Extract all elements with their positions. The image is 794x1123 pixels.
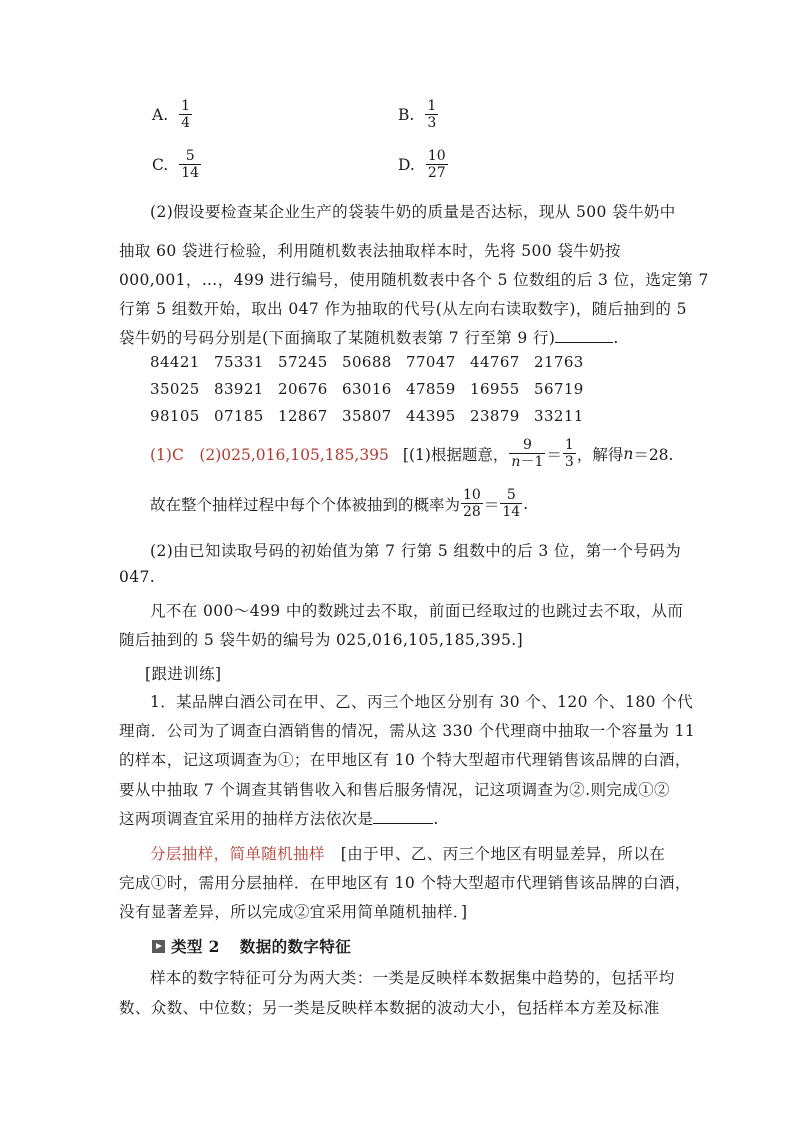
option-b-fraction: $\frac{1}{3}$ [427, 98, 437, 132]
option-d-fraction: $\frac{10}{27}$ [427, 148, 446, 182]
practice-answer-line-2: 完成①时，需用分层抽样．在甲地区有 10 个特大型超市代理销售该品牌的白酒， [119, 874, 691, 892]
practice-answer-line-1 [150, 842, 665, 864]
probability-end: . [523, 494, 529, 513]
fraction-10-over-28: $\frac{10}{28}$ [463, 487, 481, 521]
practice-line-1: 1．某品牌白酒公司在甲、乙、丙三个地区分别有 30 个、120 个、180 个代 [150, 693, 693, 711]
table-cell: 16955 [470, 380, 520, 398]
table-cell: 63016 [342, 380, 392, 398]
section-type-label: 类型 2 [171, 937, 220, 956]
equals-sign: ＝ [546, 445, 562, 464]
q2-line-5-text: 袋牛奶的号码分别是(下面摘取了某随机数表第 7 行至第 9 行) [119, 329, 556, 347]
solution-2-line-2: 047. [119, 568, 156, 586]
q2-line-4: 行第 5 组数开始，取出 047 作为抽取的代号(从左向右读取数字)，随后抽到的 5 [119, 300, 687, 318]
probability-line [150, 487, 528, 520]
option-a [152, 98, 193, 131]
practice-line-5 [119, 807, 439, 829]
table-cell: 57245 [278, 353, 328, 371]
option-b [398, 98, 439, 131]
section-line-2: 数、众数、中位数；另一类是反映样本数据的波动大小，包括样本方差及标准 [119, 999, 660, 1017]
solve-var: n [623, 444, 634, 463]
play-triangle-icon [152, 940, 165, 953]
solution-3-line-1: 凡不在 000～499 中的数跳过去不取，前面已经取过的也跳过去不取，从而 [150, 602, 684, 620]
table-cell: 23879 [470, 407, 520, 425]
answer-blank [555, 328, 613, 343]
equals-sign: ＝ [483, 495, 500, 514]
solution-3-line-2: 随后抽到的 5 袋牛奶的编号为 025,016,105,185,395.] [119, 631, 524, 649]
table-cell: 50688 [342, 353, 392, 371]
practice-line-4: 要从中抽取 7 个调查其销售收入和售后服务情况，记这项调查为②.则完成①② [119, 781, 670, 799]
practice-answer-line-3: 没有显著差异，所以完成②宜采用简单随机抽样．] [119, 903, 468, 921]
practice-answer-text: [由于甲、乙、丙三个地区有明显差异，所以在 [324, 845, 666, 863]
table-cell: 35025 [150, 380, 200, 398]
section-title: 数据的数字特征 [239, 937, 352, 956]
probability-text: 故在整个抽样过程中每个个体被抽到的概率为 [150, 495, 461, 514]
fraction-9-over-n-minus-1: $\frac{9}{n-1}$ [511, 437, 544, 471]
practice-line-5-text: 这两项调查宜采用的抽样方法依次是 [119, 810, 374, 828]
answer-key: (1)C (2)025,016,105,185,395 [150, 445, 389, 464]
q2-line-1: (2)假设要检查某企业生产的袋装牛奶的质量是否达标，现从 500 袋牛奶中 [150, 203, 676, 221]
practice-answer-key: 分层抽样，简单随机抽样 [150, 845, 325, 863]
q2-line-3: 000,001，…，499 进行编号，使用随机数表中各个 5 位数组的后 3 位，选定第 7 [119, 271, 709, 289]
solve-text: ，解得 [576, 445, 624, 464]
solution-intro: [(1)根据题意， [402, 445, 509, 464]
table-cell: 47859 [406, 380, 456, 398]
option-b-label: B. [398, 105, 415, 124]
table-cell: 98105 [150, 407, 200, 425]
option-c-fraction: $\frac{5}{14}$ [181, 148, 200, 182]
option-a-fraction: $\frac{1}{4}$ [181, 98, 191, 132]
option-c [152, 148, 202, 181]
table-cell: 44395 [406, 407, 456, 425]
table-cell: 33211 [534, 407, 584, 425]
table-cell: 56719 [534, 380, 584, 398]
table-cell: 77047 [406, 353, 456, 371]
table-cell: 44767 [470, 353, 520, 371]
fraction-5-over-14: $\frac{5}{14}$ [502, 487, 521, 521]
fraction-1-over-3: $\frac{1}{3}$ [564, 437, 574, 471]
practice-line-5-end: . [433, 810, 439, 828]
option-c-label: C. [152, 155, 169, 174]
table-cell: 20676 [278, 380, 328, 398]
option-a-label: A. [152, 105, 169, 124]
table-cell: 21763 [534, 353, 584, 371]
table-cell: 35807 [342, 407, 392, 425]
q2-line-5-end: . [613, 329, 619, 347]
solve-result: ＝28. [633, 445, 674, 464]
practice-line-2: 理商．公司为了调查白酒销售的情况，需从这 330 个代理商中抽取一个容量为 11 [119, 722, 696, 740]
answer-line [150, 437, 673, 470]
table-cell: 84421 [150, 353, 200, 371]
q2-line-2: 抽取 60 袋进行检验，利用随机数表法抽取样本时，先将 500 袋牛奶按 [119, 242, 621, 260]
table-cell: 83921 [214, 380, 264, 398]
option-d-label: D. [398, 155, 415, 174]
table-cell: 75331 [214, 353, 264, 371]
answer-blank [373, 809, 433, 824]
option-d [398, 148, 449, 181]
practice-line-3: 的样本，记这项调查为①；在甲地区有 10 个特大型超市代理销售该品牌的白酒， [119, 751, 691, 769]
practice-header: [跟进训练] [145, 665, 222, 683]
section-heading [152, 935, 351, 957]
section-line-1: 样本的数字特征可分为两大类：一类是反映样本数据集中趋势的，包括平均 [150, 969, 675, 987]
q2-line-5 [119, 326, 619, 348]
solution-2-line-1: (2)由已知读取号码的初始值为第 7 行第 5 组数中的后 3 位，第一个号码为 [150, 542, 682, 560]
random-number-table [150, 353, 598, 425]
table-cell: 12867 [278, 407, 328, 425]
table-cell: 07185 [214, 407, 264, 425]
